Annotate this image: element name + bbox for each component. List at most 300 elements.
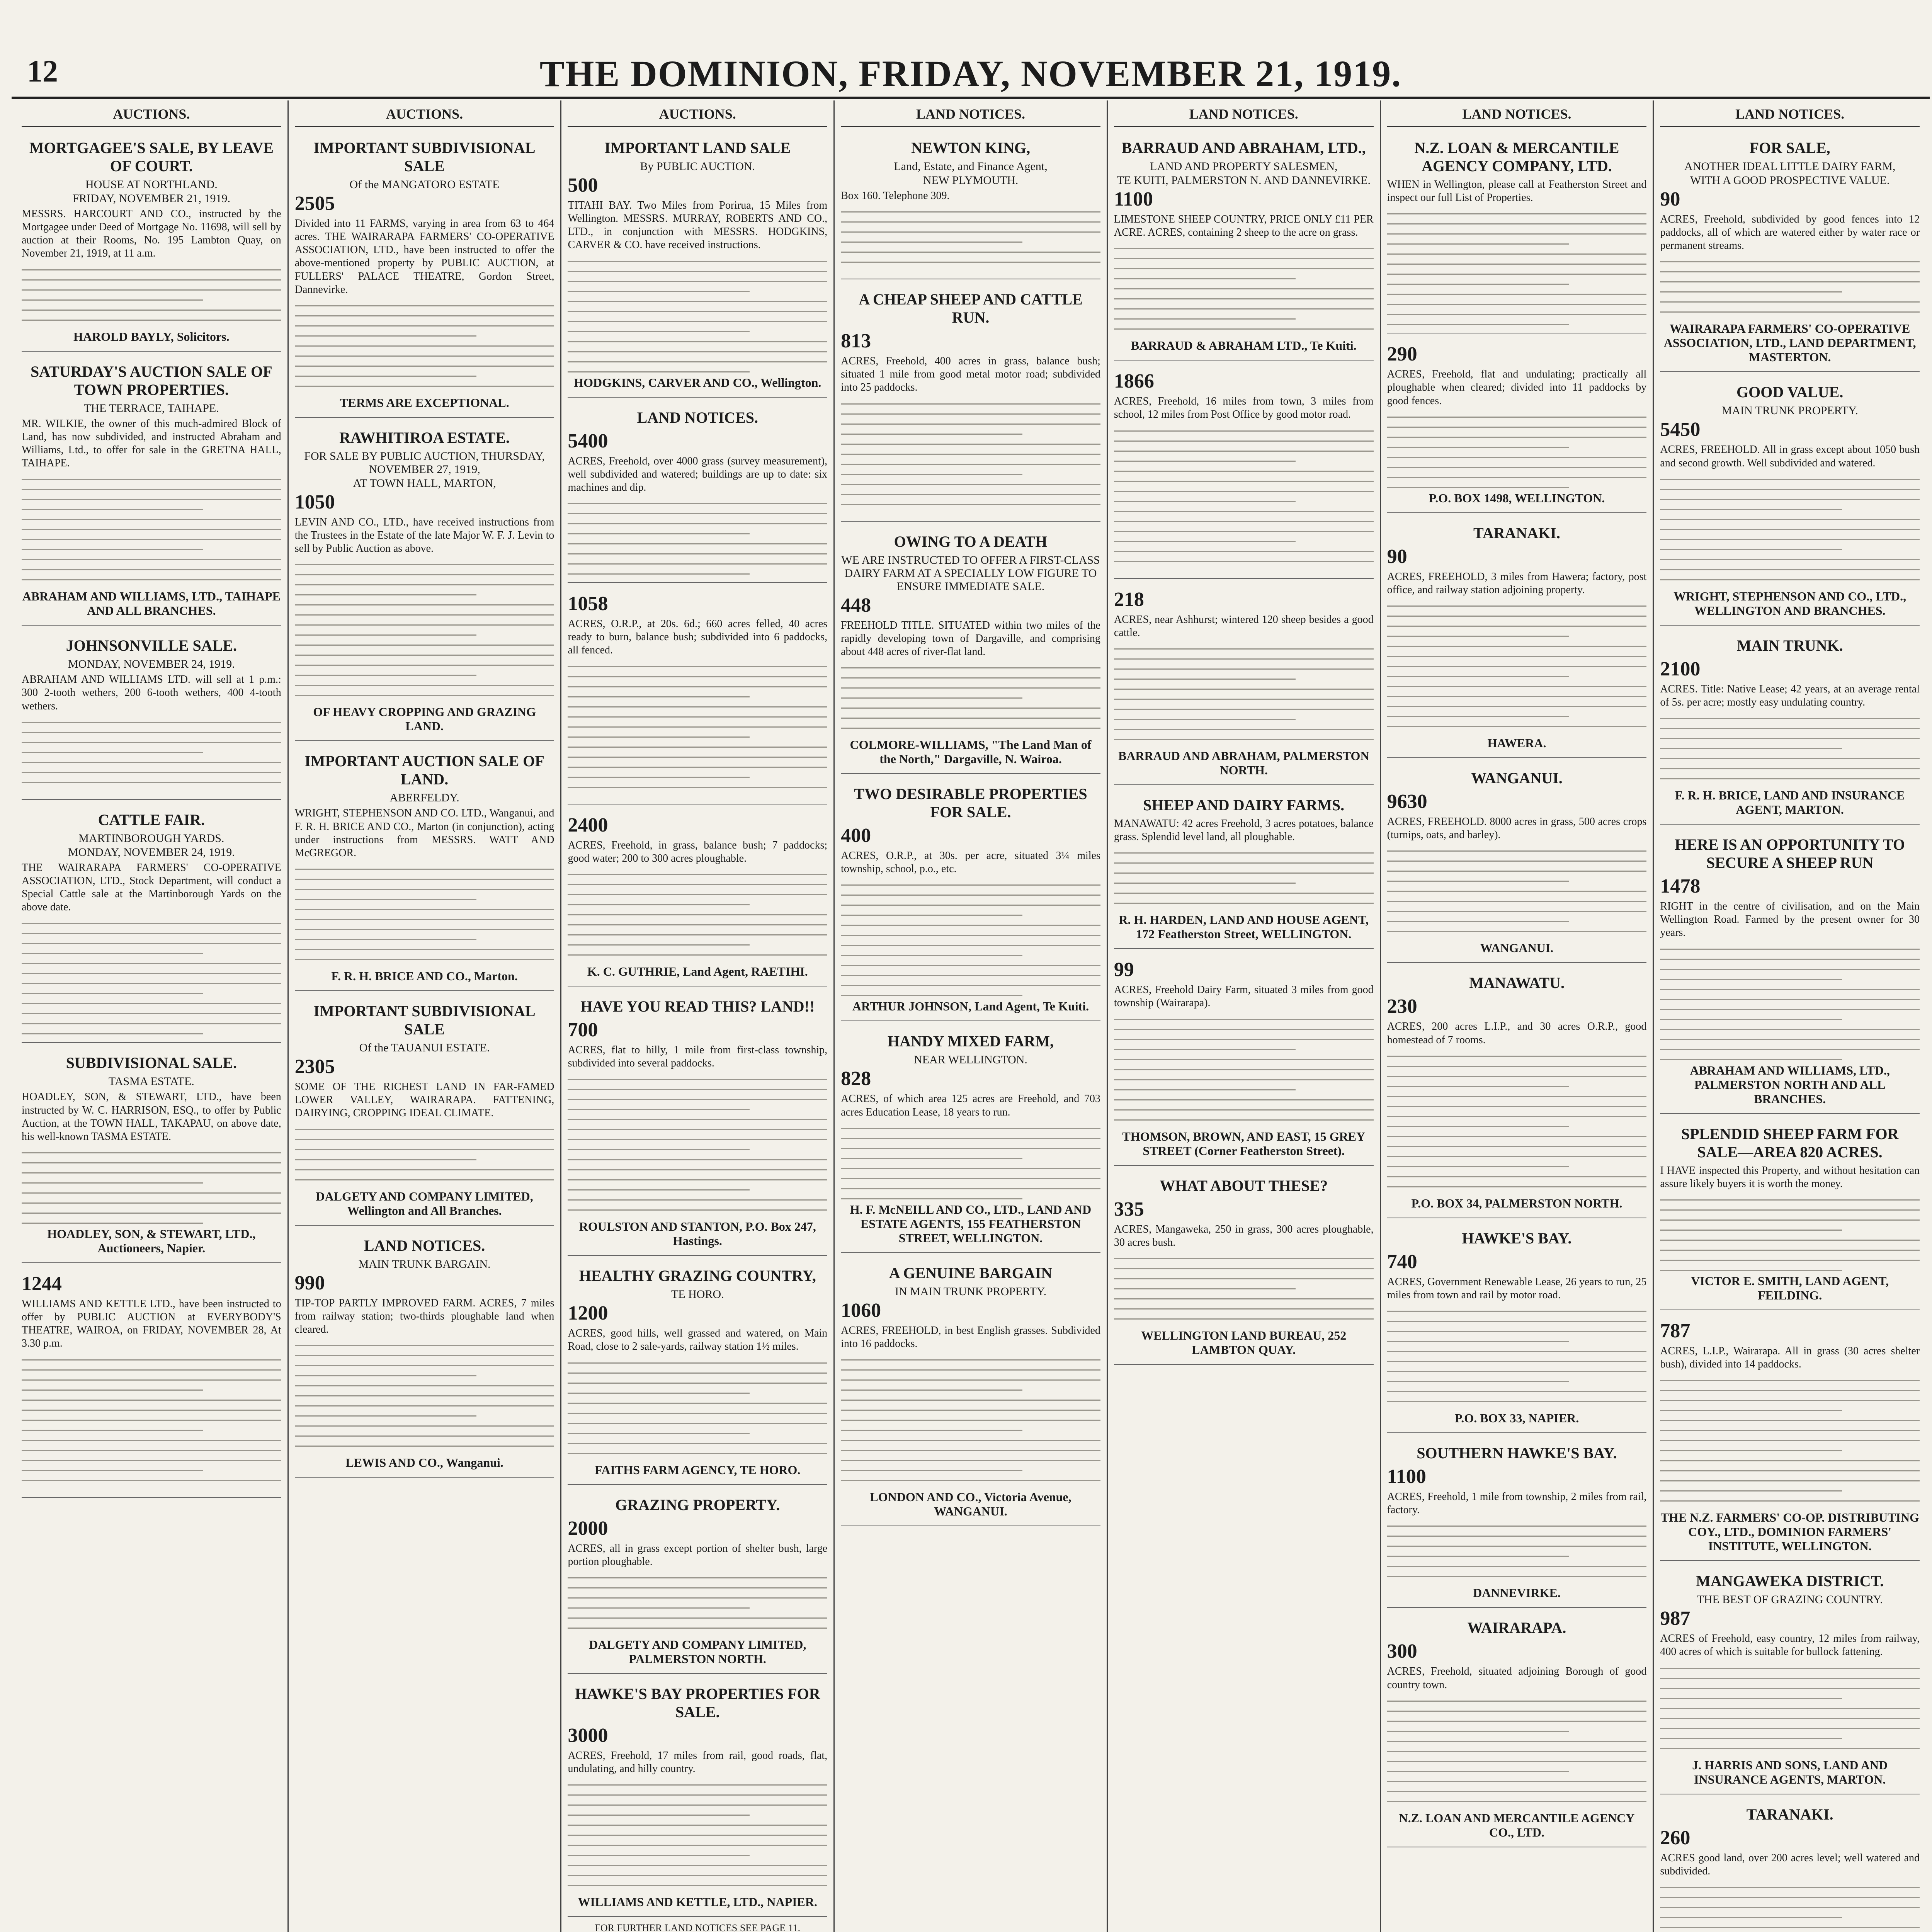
ad-signature: COLMORE-WILLIAMS, "The Land Man of the North," Dargaville, N. Wairoa. bbox=[850, 738, 1092, 766]
text-line bbox=[1660, 1400, 1920, 1401]
text-line bbox=[1660, 1240, 1920, 1241]
text-line bbox=[1387, 1401, 1647, 1402]
text-line bbox=[1387, 223, 1647, 224]
body-text-lines bbox=[568, 1577, 827, 1629]
acreage-figure: 9630 bbox=[1387, 791, 1427, 813]
text-line bbox=[1660, 1718, 1920, 1719]
text-line bbox=[1114, 1069, 1374, 1070]
text-line bbox=[568, 1855, 749, 1856]
text-line bbox=[568, 341, 827, 342]
ad-subheading-2: MONDAY, NOVEMBER 24, 1919. bbox=[68, 845, 235, 859]
text-line bbox=[568, 361, 827, 362]
text-line bbox=[1114, 491, 1374, 492]
acreage-figure: 90 bbox=[1387, 545, 1407, 568]
advertisement bbox=[1660, 1119, 1920, 1310]
advertisement bbox=[1114, 584, 1374, 785]
text-line bbox=[568, 954, 827, 956]
text-line bbox=[1660, 1460, 1920, 1461]
ad-body: LEVIN AND CO., LTD., have received instructions from the Trustees in the Estate of the late Major W. F. J. Levin to sell by Public Auction as above. bbox=[294, 516, 554, 555]
text-line bbox=[295, 355, 554, 357]
ad-signature: WILLIAMS AND KETTLE, LTD., NAPIER. bbox=[578, 1895, 817, 1909]
text-line bbox=[1114, 668, 1374, 670]
text-line bbox=[1387, 1781, 1647, 1782]
acreage-figure: 500 bbox=[568, 174, 598, 196]
text-line bbox=[1660, 1698, 1842, 1699]
text-line bbox=[568, 553, 827, 554]
text-line bbox=[1114, 1278, 1374, 1279]
text-line bbox=[568, 533, 749, 534]
advertisement bbox=[22, 805, 281, 1043]
text-line bbox=[568, 1362, 827, 1364]
advertisement bbox=[1660, 830, 1920, 1114]
text-line bbox=[1660, 1059, 1842, 1060]
text-line bbox=[568, 726, 827, 728]
text-line bbox=[1387, 921, 1569, 922]
text-line bbox=[1660, 1380, 1920, 1381]
text-line bbox=[1660, 1748, 1920, 1749]
text-line bbox=[841, 1128, 1100, 1129]
ad-heading: IMPORTANT SUBDIVISIONAL SALE bbox=[313, 1002, 536, 1038]
text-line bbox=[1387, 1381, 1569, 1382]
text-line bbox=[22, 1480, 281, 1481]
acreage-figure: 828 bbox=[841, 1068, 871, 1090]
text-line bbox=[568, 1784, 827, 1786]
text-line bbox=[1387, 716, 1569, 717]
text-line bbox=[1660, 1410, 1842, 1411]
ad-heading: GOOD VALUE. bbox=[1736, 383, 1844, 401]
text-line bbox=[1660, 1440, 1920, 1441]
text-line bbox=[1387, 1321, 1647, 1322]
text-line bbox=[1387, 1751, 1647, 1752]
text-line bbox=[841, 1420, 1100, 1421]
text-line bbox=[568, 747, 827, 748]
text-line bbox=[1114, 248, 1374, 249]
text-line bbox=[568, 1129, 827, 1130]
body-text-lines bbox=[295, 305, 554, 387]
text-line bbox=[568, 1189, 749, 1190]
ad-body: RIGHT in the centre of civilisation, and on the Main Wellington Road. Farmed by the present owner for 30 years. bbox=[1660, 900, 1920, 939]
text-line bbox=[1114, 1099, 1374, 1100]
text-line bbox=[1660, 949, 1920, 950]
advertisement bbox=[295, 747, 554, 991]
text-line bbox=[841, 1460, 1100, 1461]
body-text-lines bbox=[568, 874, 827, 956]
acreage-figure: 1244 bbox=[22, 1272, 62, 1295]
text-line bbox=[22, 1202, 281, 1204]
ad-subheading: Land, Estate, and Finance Agent, bbox=[894, 160, 1048, 173]
text-line bbox=[22, 1162, 281, 1163]
text-line bbox=[1387, 1721, 1647, 1722]
text-line bbox=[22, 1033, 203, 1034]
acreage-figure: 1060 bbox=[841, 1299, 881, 1321]
text-line bbox=[295, 624, 554, 626]
text-line bbox=[568, 261, 827, 262]
advertisement bbox=[841, 1027, 1100, 1253]
text-line bbox=[22, 752, 203, 753]
text-line bbox=[568, 944, 749, 946]
text-line bbox=[1387, 437, 1647, 438]
text-line bbox=[1114, 451, 1374, 452]
text-line bbox=[295, 929, 554, 930]
acreage-figure: 5400 bbox=[568, 430, 608, 452]
text-line bbox=[1387, 1331, 1647, 1332]
text-line bbox=[295, 305, 554, 306]
ad-signature: TERMS ARE EXCEPTIONAL. bbox=[340, 395, 509, 410]
text-line bbox=[568, 351, 827, 352]
text-line bbox=[1114, 268, 1374, 269]
ad-body: ACRES, good hills, well grassed and watered, on Main Road, close to 2 sale-yards, railway station 1½ miles. bbox=[568, 1327, 828, 1353]
text-line bbox=[841, 985, 1100, 986]
text-line bbox=[295, 604, 554, 605]
ad-heading: MANGAWEKA DISTRICT. bbox=[1696, 1572, 1884, 1590]
text-line bbox=[1387, 1536, 1647, 1537]
ad-body: TIP-TOP PARTLY IMPROVED FARM. ACRES, 7 miles from railway station; two-thirds ploughable land when cleared. bbox=[294, 1297, 554, 1335]
advertisement bbox=[1387, 519, 1647, 758]
text-line bbox=[568, 666, 827, 667]
text-line bbox=[22, 973, 281, 974]
text-line bbox=[1660, 579, 1920, 580]
ad-heading: WHAT ABOUT THESE? bbox=[1160, 1177, 1328, 1194]
text-line bbox=[1387, 1701, 1647, 1702]
text-line bbox=[22, 549, 203, 550]
text-line bbox=[568, 1845, 827, 1846]
text-line bbox=[1387, 1116, 1647, 1117]
text-line bbox=[22, 499, 281, 500]
ad-subheading-2: AT TOWN HALL, MARTON, bbox=[353, 476, 496, 490]
text-line bbox=[295, 1435, 554, 1437]
text-line bbox=[841, 252, 1100, 253]
text-line bbox=[1387, 304, 1647, 305]
body-text-lines bbox=[1660, 718, 1920, 779]
text-line bbox=[1387, 274, 1647, 275]
text-line bbox=[841, 464, 1100, 465]
ad-heading: FOR SALE, bbox=[1749, 139, 1830, 156]
ad-signature: R. H. HARDEN, LAND AND HOUSE AGENT, 172 Featherston Street, WELLINGTON. bbox=[1119, 913, 1369, 941]
column-4 bbox=[835, 100, 1108, 1932]
ad-body: ACRES, Freehold Dairy Farm, situated 3 miles from good township (Wairarapa). bbox=[1114, 984, 1374, 1009]
text-line bbox=[1114, 679, 1296, 680]
text-line bbox=[841, 1480, 1100, 1481]
text-line bbox=[568, 757, 827, 758]
text-line bbox=[841, 1369, 1100, 1371]
page-number: 12 bbox=[27, 54, 58, 88]
text-line bbox=[1387, 881, 1569, 882]
text-line bbox=[22, 1003, 281, 1004]
text-line bbox=[568, 1443, 827, 1444]
acreage-figure: 990 bbox=[294, 1272, 325, 1294]
ad-body: ACRES good land, over 200 acres level; well watered and subdivided. bbox=[1660, 1852, 1920, 1877]
ad-heading: JOHNSONVILLE SALE. bbox=[66, 637, 237, 655]
text-line bbox=[1660, 1230, 1842, 1231]
advertisement bbox=[1114, 366, 1374, 578]
text-line bbox=[1114, 1059, 1374, 1060]
advertisement bbox=[1660, 378, 1920, 625]
text-line bbox=[1387, 1791, 1647, 1792]
text-line bbox=[1114, 893, 1374, 894]
text-line bbox=[841, 434, 1022, 435]
advertisement bbox=[1114, 1171, 1374, 1365]
text-line bbox=[22, 539, 281, 540]
text-line bbox=[841, 474, 1022, 475]
text-line bbox=[841, 484, 1100, 485]
text-line bbox=[568, 573, 749, 575]
text-line bbox=[568, 371, 749, 372]
ad-body: ACRES, flat to hilly, 1 mile from first-class township, subdivided into several paddocks. bbox=[568, 1044, 828, 1070]
text-line bbox=[1660, 1887, 1920, 1888]
text-line bbox=[22, 1023, 281, 1024]
text-line bbox=[568, 777, 749, 778]
text-line bbox=[568, 1139, 827, 1140]
text-line bbox=[568, 1119, 827, 1120]
advertisement bbox=[1114, 133, 1374, 361]
advertisement bbox=[1387, 968, 1647, 1218]
text-line bbox=[568, 543, 827, 544]
text-line bbox=[1114, 729, 1374, 730]
text-line bbox=[1387, 1391, 1647, 1392]
text-line bbox=[1114, 1109, 1374, 1111]
advertisement bbox=[22, 631, 281, 799]
body-text-lines bbox=[841, 211, 1100, 263]
text-line bbox=[1660, 1420, 1920, 1421]
text-line bbox=[1660, 1678, 1920, 1679]
text-line bbox=[295, 386, 554, 387]
advertisement bbox=[1387, 339, 1647, 513]
text-line bbox=[1660, 1209, 1920, 1211]
text-line bbox=[22, 1440, 281, 1441]
advertisement bbox=[568, 810, 827, 986]
text-line bbox=[1387, 616, 1647, 617]
body-text-lines bbox=[1387, 213, 1647, 325]
text-line bbox=[295, 1425, 554, 1427]
ad-body: ACRES, Government Renewable Lease, 26 years to run, 25 miles from town and rail by motor road. bbox=[1387, 1276, 1647, 1301]
acreage-figure: 99 bbox=[1114, 959, 1134, 981]
text-line bbox=[1114, 531, 1374, 532]
ad-subheading: FOR SALE BY PUBLIC AUCTION, THURSDAY, NOVEMBER 27, 1919, bbox=[304, 449, 545, 476]
ad-subheading: HOUSE AT NORTHLAND. bbox=[85, 178, 218, 191]
advertisement bbox=[568, 992, 827, 1256]
text-line bbox=[1387, 686, 1647, 687]
body-text-lines bbox=[568, 261, 827, 372]
text-line bbox=[22, 1213, 281, 1214]
advertisement bbox=[568, 1679, 827, 1917]
text-line bbox=[22, 269, 281, 270]
ad-heading: WAIRARAPA. bbox=[1467, 1619, 1566, 1637]
text-line bbox=[1387, 1106, 1647, 1107]
text-line bbox=[568, 934, 827, 935]
body-text-lines bbox=[1387, 1056, 1647, 1187]
text-line bbox=[1660, 979, 1842, 980]
text-line bbox=[295, 889, 554, 890]
text-line bbox=[22, 569, 281, 570]
text-line bbox=[841, 965, 1100, 966]
text-line bbox=[1660, 999, 1920, 1000]
column-1 bbox=[15, 100, 289, 1932]
column-6 bbox=[1381, 100, 1654, 1932]
ad-heading: HERE IS AN OPPORTUNITY TO SECURE A SHEEP RUN bbox=[1675, 836, 1905, 872]
ad-body: ACRES, Freehold, 17 miles from rail, good roads, flat, undulating, and hilly country. bbox=[568, 1749, 828, 1775]
text-line bbox=[568, 706, 827, 707]
text-line bbox=[1660, 728, 1920, 729]
body-text-lines bbox=[1660, 479, 1920, 580]
acreage-figure: 1478 bbox=[1660, 875, 1701, 898]
acreage-figure: 290 bbox=[1387, 343, 1417, 366]
text-line bbox=[1660, 261, 1920, 262]
text-line bbox=[841, 884, 1100, 886]
text-line bbox=[295, 1169, 554, 1170]
text-line bbox=[1387, 1056, 1647, 1057]
advertisement bbox=[22, 357, 281, 626]
advertisement bbox=[841, 527, 1100, 774]
text-line bbox=[295, 1385, 554, 1386]
body-text-lines bbox=[22, 479, 281, 580]
text-line bbox=[295, 869, 554, 870]
text-line bbox=[841, 494, 1100, 495]
ad-subheading: Of the MANGATORO ESTATE bbox=[349, 178, 500, 191]
text-line bbox=[568, 1453, 827, 1454]
text-line bbox=[1387, 636, 1569, 637]
text-line bbox=[1387, 1566, 1647, 1567]
body-text-lines bbox=[1114, 1019, 1374, 1121]
text-line bbox=[841, 1450, 1100, 1451]
text-line bbox=[841, 895, 1100, 896]
text-line bbox=[568, 924, 827, 925]
ad-signature: HAWERA. bbox=[1487, 736, 1546, 750]
ad-signature: LEWIS AND CO., Wanganui. bbox=[345, 1455, 503, 1469]
ad-heading: CATTLE FAIR. bbox=[98, 811, 205, 828]
body-text-lines bbox=[22, 923, 281, 1034]
ad-subheading: WE ARE INSTRUCTED TO OFFER A FIRST-CLASS DAIRY FARM AT A SPECIALLY LOW FIGURE TO ENSURE IMMEDIATE SALE. bbox=[841, 553, 1100, 593]
ad-body: Divided into 11 FARMS, varying in area from 63 to 464 acres. THE WAIRARAPA FARMERS' CO-OPERATIVE ASSOCIATION, LTD., have been instructed to offer the above-mentioned property by PUBLIC AUCTION, at FULLERS' PALACE THEATRE, Gordon Street, Dannevirke. bbox=[294, 218, 554, 296]
text-line bbox=[295, 919, 554, 920]
text-line bbox=[295, 1355, 554, 1356]
acreage-figure: 1050 bbox=[294, 491, 335, 513]
ad-heading: A GENUINE BARGAIN bbox=[889, 1264, 1053, 1282]
text-line bbox=[1387, 1731, 1569, 1732]
text-line bbox=[22, 559, 281, 560]
text-line bbox=[1387, 706, 1647, 707]
advertisement bbox=[1387, 1224, 1647, 1433]
text-line bbox=[1660, 1500, 1920, 1502]
ad-signature: P.O. BOX 1498, WELLINGTON. bbox=[1429, 491, 1605, 505]
text-line bbox=[1387, 861, 1647, 862]
ad-heading: HEALTHY GRAZING COUNTRY, bbox=[579, 1267, 816, 1285]
text-line bbox=[1114, 1079, 1374, 1080]
masthead bbox=[12, 50, 1930, 99]
text-line bbox=[1114, 278, 1296, 279]
text-line bbox=[22, 479, 281, 480]
ad-heading: MANAWATU. bbox=[1469, 974, 1565, 992]
text-line bbox=[295, 939, 476, 940]
text-line bbox=[1114, 288, 1374, 289]
text-line bbox=[1660, 559, 1920, 560]
ad-body: ACRES, 200 acres L.I.P., and 30 acres O.R.P., good homestead of 7 rooms. bbox=[1387, 1020, 1647, 1046]
text-line bbox=[22, 1359, 281, 1361]
acreage-figure: 90 bbox=[1660, 188, 1680, 210]
text-line bbox=[22, 1450, 281, 1451]
ad-signature: H. F. McNEILL AND CO., LTD., LAND AND ESTATE AGENTS, 155 FEATHERSTON STREET, WELLINGTON. bbox=[850, 1202, 1092, 1245]
text-line bbox=[1387, 1361, 1647, 1362]
text-line bbox=[295, 1129, 554, 1130]
text-line bbox=[1114, 852, 1374, 854]
advertisement bbox=[1660, 133, 1920, 372]
advertisement bbox=[841, 1259, 1100, 1526]
text-line bbox=[841, 955, 1022, 956]
text-line bbox=[1387, 253, 1647, 255]
ad-subheading: ANOTHER IDEAL LITTLE DAIRY FARM, bbox=[1684, 160, 1896, 173]
text-line bbox=[841, 1178, 1100, 1179]
acreage-figure: 1100 bbox=[1114, 188, 1153, 210]
text-line bbox=[295, 574, 554, 575]
ad-heading: HAWKE'S BAY PROPERTIES FOR SALE. bbox=[575, 1685, 820, 1721]
text-line bbox=[568, 291, 749, 292]
ad-body: FREEHOLD TITLE. SITUATED within two miles of the rapidly developing town of Dargaville, and comprising about 448 acres of river-flat land. bbox=[841, 619, 1100, 658]
acreage-figure: 230 bbox=[1387, 995, 1417, 1018]
text-line bbox=[1114, 1119, 1374, 1121]
text-line bbox=[568, 1607, 749, 1609]
body-text-lines bbox=[841, 1359, 1100, 1481]
ad-subheading: By PUBLIC AUCTION. bbox=[640, 160, 755, 173]
column-footer: FOR FURTHER LAND NOTICES SEE PAGE 11. bbox=[595, 1922, 801, 1932]
text-line bbox=[841, 707, 1100, 709]
text-line bbox=[1114, 541, 1296, 542]
text-line bbox=[295, 695, 554, 696]
text-line bbox=[568, 676, 827, 677]
text-line bbox=[841, 423, 1100, 425]
ad-subheading: NEAR WELLINGTON. bbox=[914, 1053, 1027, 1066]
text-line bbox=[1114, 903, 1374, 904]
advertisement bbox=[1660, 1566, 1920, 1794]
text-line bbox=[295, 1375, 476, 1376]
ad-body: SOME OF THE RICHEST LAND IN FAR-FAMED LOWER VALLEY, WAIRARAPA. FATTENING, DAIRYING, CROPPING IDEAL CLIMATE. bbox=[294, 1081, 554, 1119]
text-line bbox=[22, 579, 281, 580]
ad-heading: OWING TO A DEATH bbox=[894, 532, 1048, 550]
text-line bbox=[295, 315, 554, 316]
text-line bbox=[841, 1379, 1100, 1381]
column-header: AUCTIONS. bbox=[568, 104, 827, 127]
ad-body: ACRES, near Ashhurst; wintered 120 sheep besides a good cattle. bbox=[1114, 613, 1374, 639]
text-line bbox=[295, 949, 554, 950]
ad-heading: SUBDIVISIONAL SALE. bbox=[66, 1054, 237, 1072]
acreage-figure: 1200 bbox=[568, 1302, 608, 1325]
text-line bbox=[841, 905, 1100, 906]
ad-body: ACRES, FREEHOLD. 8000 acres in grass, 500 acres crops (turnips, oats, and barley). bbox=[1387, 816, 1647, 841]
text-line bbox=[1660, 1728, 1920, 1729]
ad-signature: WELLINGTON LAND BUREAU, 252 LAMBTON QUAY. bbox=[1141, 1328, 1347, 1357]
text-line bbox=[1387, 931, 1647, 932]
text-line bbox=[568, 1099, 827, 1100]
text-line bbox=[1387, 1576, 1647, 1577]
text-line bbox=[1387, 1711, 1647, 1712]
advertisement bbox=[1387, 1439, 1647, 1608]
ad-heading: RAWHITIROA ESTATE. bbox=[339, 429, 510, 446]
ad-heading: SOUTHERN HAWKE'S BAY. bbox=[1417, 1444, 1617, 1462]
text-line bbox=[1660, 1390, 1920, 1391]
text-line bbox=[841, 1410, 1100, 1411]
ad-heading: IMPORTANT SUBDIVISIONAL SALE bbox=[313, 139, 536, 175]
text-line bbox=[568, 894, 827, 895]
text-line bbox=[568, 1875, 827, 1876]
text-line bbox=[295, 1446, 554, 1447]
ad-signature: HOADLEY, SON, & STEWART, LTD., Auctioneers, Napier. bbox=[47, 1226, 256, 1255]
text-line bbox=[1387, 1096, 1647, 1097]
text-line bbox=[841, 262, 1100, 263]
text-line bbox=[1660, 569, 1920, 570]
text-line bbox=[295, 959, 554, 960]
text-line bbox=[568, 1825, 827, 1826]
text-line bbox=[295, 584, 554, 585]
ad-body: THE WAIRARAPA FARMERS' CO-OPERATIVE ASSOCIATION, LTD., Stock Department, will conduct a Special Cattle sale at the Martinborough Yards on the above date. bbox=[22, 861, 281, 913]
text-line bbox=[1114, 471, 1374, 472]
